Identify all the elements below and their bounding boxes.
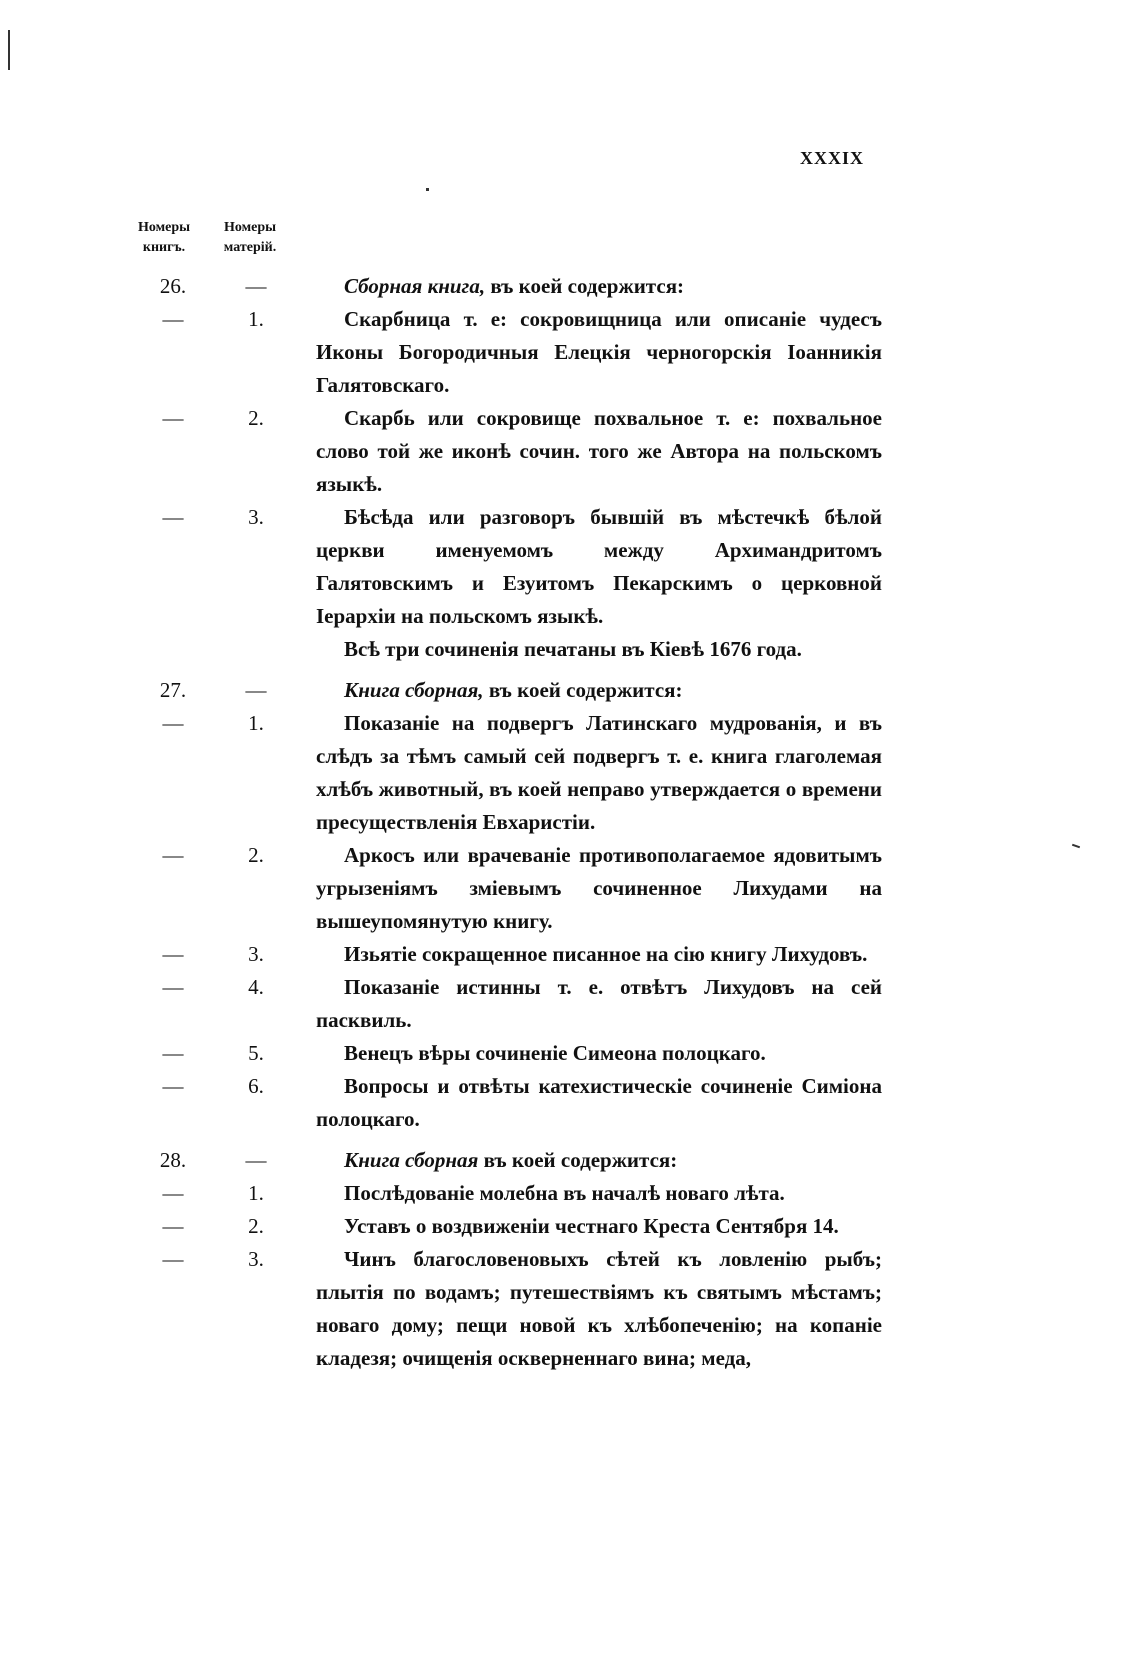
book-number: 28. — [159, 1148, 187, 1172]
entry-description: Изьятіе сокращенное писанное на сію книгу Лихудовъ. — [344, 942, 868, 966]
entry-text — [316, 674, 882, 707]
catalog-row — [140, 1177, 882, 1210]
entry-text — [316, 501, 882, 633]
material-number: 3. — [248, 505, 264, 529]
book-number: — — [162, 505, 184, 529]
column-headers — [128, 218, 288, 258]
entry-description: Аркосъ или врачеваніе противополагаемое ядовитымъ угрызеніямъ зміевымъ сочиненное Лихудами на вышеупомянутую книгу. — [316, 843, 882, 933]
entry-description: Бѣсѣда или разговоръ бывшій въ мѣстечкѣ бѣлой церкви именуемомъ между Архимандритомъ Галятовскимъ и Езуитомъ Пекарскимъ о церковной Іерархіи на польскомъ языкѣ. — [316, 505, 882, 628]
catalog-row — [140, 501, 882, 633]
header-material-numbers: Номеры матерій. — [223, 220, 277, 255]
entry-description: Показаніе на подвергъ Латинскаго мудрованія, и въ слѣдъ за тѣмъ самый сей подвергъ т. е. книга глаголемая хлѣбъ животный, въ коей неправо утверждается о времени пресуществленія Евхаристіи. — [316, 711, 882, 834]
material-number: — — [245, 1148, 267, 1172]
entry-text — [316, 1243, 882, 1375]
catalog-row — [140, 674, 882, 707]
entry-description: Скарбь или сокровище похвальное т. е: похвальное слово той же иконѣ сочин. того же Автора на польскомъ языкѣ. — [316, 406, 882, 496]
entry-description: Венецъ вѣры сочиненіе Симеона полоцкаго. — [344, 1041, 766, 1065]
entry-description: Вопросы и отвѣты катехистическіе сочиненіе Симіона полоцкаго. — [316, 1074, 882, 1131]
catalog-row — [140, 303, 882, 402]
entry-text — [316, 1070, 882, 1136]
entry-text — [316, 402, 882, 501]
book-number: — — [162, 1074, 184, 1098]
material-number: — — [245, 678, 267, 702]
entry-description: Скарбница т. е: сокровищница или описаніе чудесъ Иконы Богородичныя Елецкія черногорскія Іоанникія Галятовскаго. — [316, 307, 882, 397]
header-book-numbers: Номеры книгъ. — [137, 220, 191, 255]
entry-text — [316, 938, 882, 971]
entry-description: Уставъ о воздвиженіи честнаго Креста Сентября 14. — [344, 1214, 839, 1238]
page-number: XXXIX — [800, 148, 865, 168]
entry-description: Чинъ благословеновыхъ сѣтей къ ловленію рыбъ; плытія по водамъ; путешествіямъ къ святымъ мѣстамъ; новаго дому; пещи новой къ хлѣбопеченію; на копаніе кладезя; очищенія оскверненнаго вина; меда, — [316, 1247, 882, 1370]
book-number: — — [162, 406, 184, 430]
material-number: 2. — [248, 843, 264, 867]
material-number: 6. — [248, 1074, 264, 1098]
entry-description: Послѣдованіе молебна въ началѣ новаго лѣта. — [344, 1181, 785, 1205]
entry-text — [316, 303, 882, 402]
entry-description: въ коей содержится: — [478, 1148, 678, 1172]
entry-text — [316, 971, 882, 1037]
entry-text — [316, 707, 882, 839]
book-number: — — [162, 942, 184, 966]
book-number: — — [162, 1041, 184, 1065]
scan-speck — [1072, 844, 1080, 849]
entry-description: въ коей содержится: — [485, 274, 685, 298]
material-number: 3. — [248, 1247, 264, 1271]
catalog-row — [140, 938, 882, 971]
catalog-row — [140, 1037, 882, 1070]
catalog-row — [140, 1210, 882, 1243]
catalog-row — [140, 1243, 882, 1375]
book-number: 26. — [159, 274, 187, 298]
book-number: — — [162, 1247, 184, 1271]
catalog-row — [140, 707, 882, 839]
book-number: 27. — [159, 678, 187, 702]
material-number: 1. — [248, 1181, 264, 1205]
entry-text — [316, 270, 882, 303]
catalog-note: Всѣ три сочиненія печатаны въ Кіевѣ 1676 года. — [344, 637, 802, 661]
material-number: 4. — [248, 975, 264, 999]
material-number: 3. — [248, 942, 264, 966]
entry-description: въ коей содержится: — [483, 678, 683, 702]
material-number: 1. — [248, 711, 264, 735]
catalog-row — [140, 1070, 882, 1136]
book-number: — — [162, 1214, 184, 1238]
collection-title: Книга сборная, — [344, 678, 484, 702]
catalog-row — [140, 1144, 882, 1177]
scan-edge-mark — [8, 30, 10, 70]
book-number: — — [162, 1181, 184, 1205]
collection-title: Книга сборная — [344, 1148, 479, 1172]
collection-title: Сборная книга, — [344, 274, 486, 298]
catalog-row — [140, 402, 882, 501]
book-number: — — [162, 975, 184, 999]
entry-text — [316, 839, 882, 938]
material-number: 1. — [248, 307, 264, 331]
entry-text — [316, 1177, 882, 1210]
catalog-row — [140, 270, 882, 303]
catalog-row — [140, 971, 882, 1037]
entry-text — [316, 1037, 882, 1070]
catalog-table — [140, 270, 882, 1375]
material-number: 2. — [248, 1214, 264, 1238]
book-number: — — [162, 307, 184, 331]
material-number: 2. — [248, 406, 264, 430]
book-number: — — [162, 711, 184, 735]
catalog-row — [140, 839, 882, 938]
entry-description: Показаніе истинны т. е. отвѣтъ Лихудовъ на сей пасквиль. — [316, 975, 882, 1032]
material-number: — — [245, 274, 267, 298]
scan-speck — [426, 188, 429, 191]
book-number: — — [162, 843, 184, 867]
entry-text — [316, 1144, 882, 1177]
entry-text — [316, 1210, 882, 1243]
material-number: 5. — [248, 1041, 264, 1065]
